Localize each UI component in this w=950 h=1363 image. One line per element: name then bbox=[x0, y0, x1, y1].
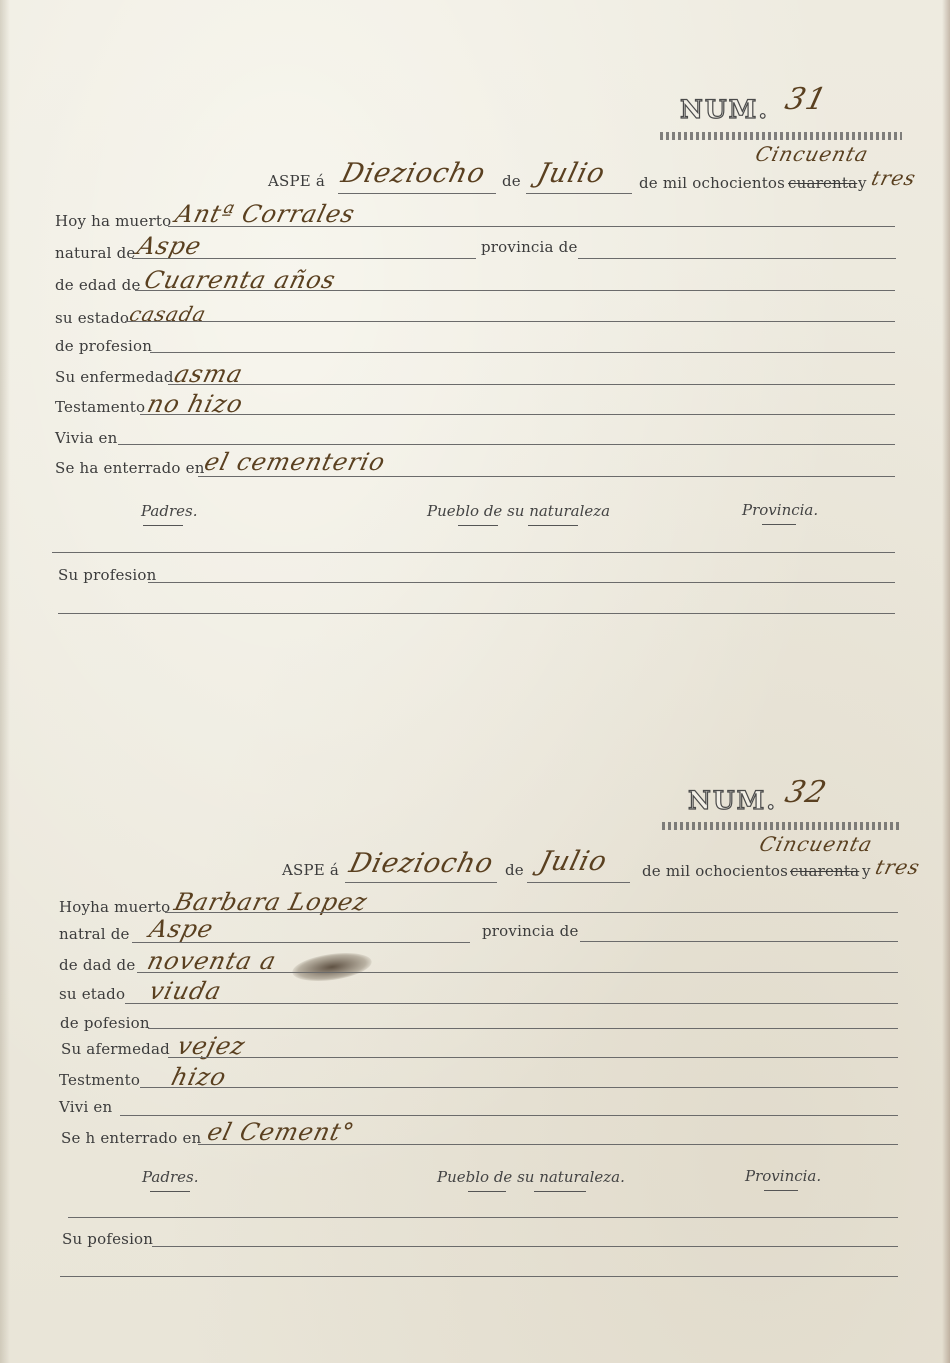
year-correction: Cincuenta bbox=[757, 832, 876, 856]
province-line bbox=[580, 941, 898, 942]
status-line bbox=[125, 321, 895, 322]
status-value: viuda bbox=[146, 977, 225, 1005]
age-line bbox=[135, 290, 895, 291]
day-value: Dieziocho bbox=[338, 158, 490, 189]
illness-value: asma bbox=[171, 360, 247, 388]
year-prefix: de mil ochocientos bbox=[642, 862, 789, 880]
illness-label: Su enfermedad bbox=[55, 368, 174, 386]
right-page-edge bbox=[942, 0, 950, 1363]
province-label: provincia de bbox=[481, 238, 578, 256]
status-line bbox=[125, 1003, 898, 1004]
province-header-underline bbox=[764, 1190, 798, 1191]
year-and: y bbox=[862, 862, 871, 880]
province-header: Provincia. bbox=[745, 1167, 822, 1185]
age-label: de edad de bbox=[55, 276, 141, 294]
parents-underline bbox=[143, 525, 183, 526]
record-end-line bbox=[60, 1276, 898, 1277]
ink-blot bbox=[291, 949, 374, 986]
hometown-underline-2 bbox=[528, 525, 578, 526]
died-value: Antª Corrales bbox=[172, 200, 359, 228]
parents-header: Padres. bbox=[141, 502, 198, 520]
left-page-edge bbox=[0, 0, 10, 1363]
month-value: Julio bbox=[534, 158, 609, 189]
month-line bbox=[527, 882, 630, 883]
residence-line bbox=[120, 1115, 898, 1116]
year-struck: cuarenta bbox=[790, 862, 860, 880]
year-tail: tres bbox=[873, 855, 923, 879]
place-label: ASPE á bbox=[282, 861, 340, 879]
record-number-value: 32 bbox=[781, 775, 831, 810]
hometown-underline-1 bbox=[458, 525, 498, 526]
natural-line bbox=[132, 258, 476, 259]
parent-profession-line bbox=[148, 582, 895, 583]
residence-line bbox=[118, 444, 895, 445]
parent-profession-line bbox=[152, 1246, 898, 1247]
record-number-label: NUM. bbox=[688, 786, 778, 815]
age-value: Cuarenta años bbox=[141, 266, 339, 294]
profession-line bbox=[148, 1028, 898, 1029]
testament-label: Testamento bbox=[55, 398, 146, 416]
province-label: provincia de bbox=[482, 922, 579, 940]
natural-label: natral de bbox=[59, 925, 130, 943]
testament-label: Testmento bbox=[59, 1071, 141, 1089]
age-value: noventa a bbox=[144, 947, 280, 975]
testament-line bbox=[140, 414, 895, 415]
age-line bbox=[137, 972, 898, 973]
profession-label: de profesion bbox=[55, 337, 153, 355]
record-number-value: 31 bbox=[781, 82, 831, 117]
residence-label: Vivi en bbox=[59, 1098, 113, 1116]
status-label: su etado bbox=[59, 985, 126, 1003]
hometown-header: Pueblo de su naturaleza bbox=[427, 502, 611, 520]
burial-label: Se h enterrado en bbox=[61, 1129, 202, 1147]
status-value: casada bbox=[127, 302, 210, 326]
parent-profession-label: Su profesion bbox=[58, 566, 157, 584]
year-prefix: de mil ochocientos bbox=[639, 174, 786, 192]
burial-label: Se ha enterrado en bbox=[55, 459, 205, 477]
profession-label: de pofesion bbox=[60, 1014, 150, 1032]
testament-value: hizo bbox=[168, 1063, 230, 1091]
age-label: de dad de bbox=[59, 956, 136, 974]
died-value: Barbara Lopez bbox=[171, 888, 371, 916]
number-underline bbox=[662, 822, 902, 830]
day-value: Dieziocho bbox=[346, 848, 498, 879]
year-and: y bbox=[858, 174, 867, 192]
province-header: Provincia. bbox=[742, 501, 819, 519]
hometown-underline-2 bbox=[534, 1191, 586, 1192]
place-label: ASPE á bbox=[268, 172, 326, 190]
illness-line bbox=[168, 1057, 898, 1058]
hometown-header: Pueblo de su naturaleza. bbox=[437, 1168, 625, 1186]
parent-profession-label: Su pofesion bbox=[62, 1230, 154, 1248]
hometown-underline-1 bbox=[468, 1191, 506, 1192]
month-line bbox=[526, 193, 632, 194]
province-line bbox=[578, 258, 896, 259]
burial-line bbox=[198, 1144, 898, 1145]
died-line bbox=[165, 912, 898, 913]
died-label: Hoy ha muerto bbox=[55, 212, 172, 230]
died-line bbox=[168, 226, 895, 227]
illness-label: Su afermedad bbox=[61, 1040, 170, 1058]
burial-value: el Cement° bbox=[204, 1118, 358, 1146]
day-line bbox=[338, 193, 496, 194]
residence-label: Vivia en bbox=[55, 429, 118, 447]
month-value: Julio bbox=[536, 846, 611, 877]
parents-underline bbox=[150, 1191, 190, 1192]
year-tail: tres bbox=[869, 166, 919, 190]
status-label: su estado bbox=[55, 309, 130, 327]
testament-line bbox=[140, 1087, 898, 1088]
year-struck: cuarenta bbox=[788, 174, 858, 192]
testament-value: no hizo bbox=[144, 390, 247, 418]
natural-label: natural de bbox=[55, 244, 136, 262]
parents-header: Padres. bbox=[142, 1168, 199, 1186]
record-end-line bbox=[58, 613, 895, 614]
parents-line bbox=[52, 552, 895, 553]
de-label: de bbox=[502, 172, 521, 190]
natural-value: Aspe bbox=[134, 232, 205, 260]
profession-line bbox=[150, 352, 895, 353]
year-correction: Cincuenta bbox=[753, 142, 872, 166]
record-number-label: NUM. bbox=[680, 95, 770, 124]
illness-line bbox=[168, 384, 895, 385]
burial-line bbox=[198, 476, 895, 477]
parents-line bbox=[68, 1217, 898, 1218]
died-label: Hoyha muerto bbox=[59, 898, 171, 916]
illness-value: vejez bbox=[174, 1032, 249, 1060]
number-underline bbox=[660, 132, 902, 140]
burial-value: el cementerio bbox=[201, 448, 389, 476]
natural-line bbox=[132, 942, 470, 943]
day-line bbox=[345, 882, 497, 883]
de-label: de bbox=[505, 861, 524, 879]
natural-value: Aspe bbox=[146, 915, 217, 943]
province-header-underline bbox=[762, 524, 796, 525]
